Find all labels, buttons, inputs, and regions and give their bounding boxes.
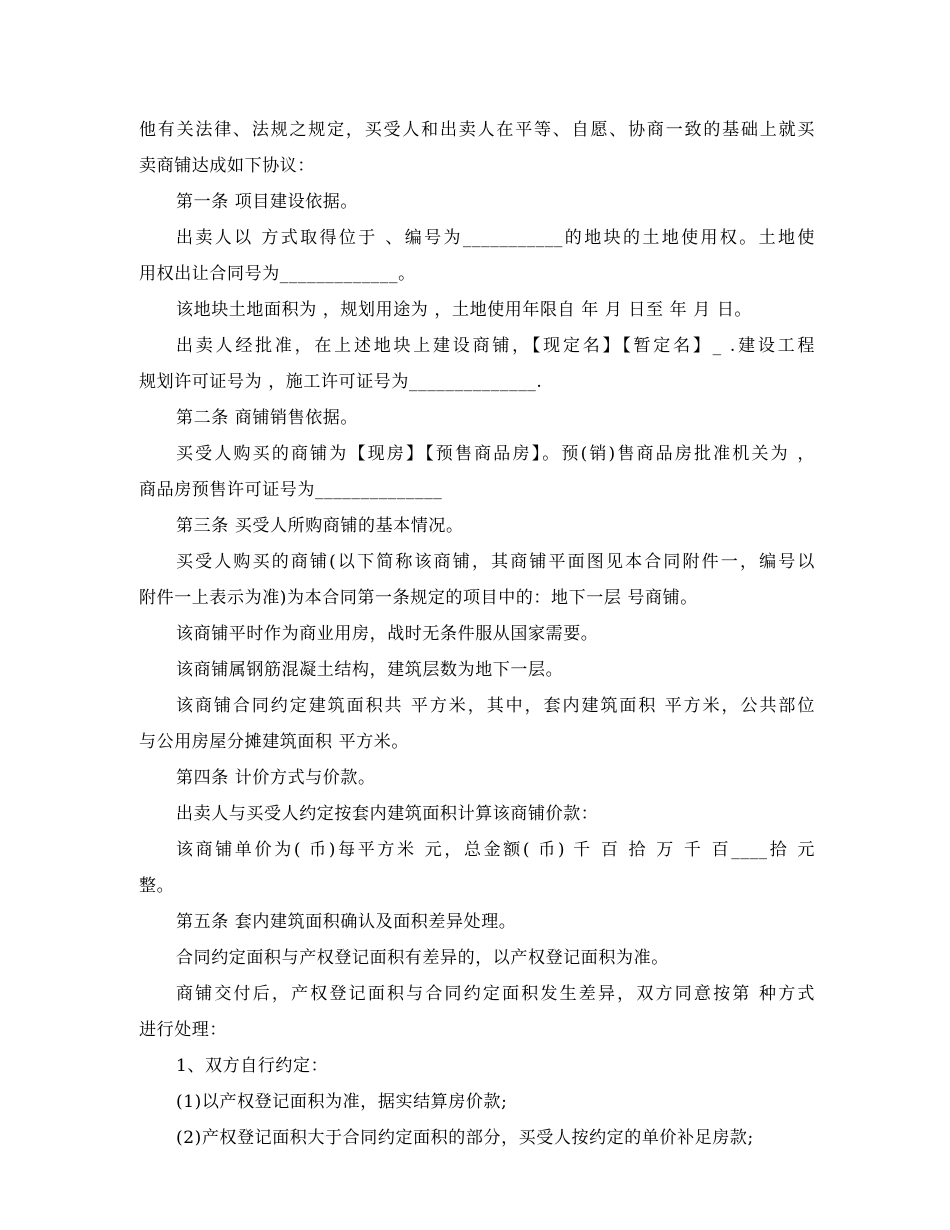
paragraph-line: 卖商铺达成如下协议：	[139, 156, 315, 176]
paragraph-line: 该商铺单价为( 币)每平方米 元，总金额( 币) 千 百 拾 万 千 百____拾 元	[176, 840, 815, 860]
list-item: (1)以产权登记面积为准，据实结算房价款;	[176, 1092, 508, 1112]
list-item: (2)产权登记面积大于合同约定面积的部分，买受人按约定的单价补足房款;	[176, 1128, 754, 1148]
paragraph-line: 买受人购买的商铺为【现房】【预售商品房】。预(销)售商品房批准机关为 ，	[176, 444, 815, 464]
paragraph-line: 买受人购买的商铺(以下简称该商铺，其商铺平面图见本合同附件一，编号以	[176, 552, 815, 572]
paragraph-line: 进行处理：	[139, 1020, 227, 1040]
article-heading: 第四条 计价方式与价款。	[176, 768, 376, 788]
article-heading: 第五条 套内建筑面积确认及面积差异处理。	[176, 912, 517, 932]
paragraph-line: 商品房预售许可证号为______________	[139, 480, 443, 500]
document-body	[139, 112, 815, 1156]
paragraph-line: 附件一上表示为准)为本合同第一条规定的项目中的：地下一层 号商铺。	[139, 588, 698, 608]
paragraph-line: 出卖人经批准，在上述地块上建设商铺，【现定名】【暂定名】_ .建设工程	[176, 336, 815, 356]
article-heading: 第二条 商铺销售依据。	[176, 408, 359, 428]
paragraph-line: 该地块土地面积为 ，规划用途为 ，土地使用年限自 年 月 日至 年 月 日。	[176, 300, 753, 320]
paragraph-line: 与公用房屋分摊建筑面积 平方米。	[139, 732, 410, 752]
paragraph-line: 合同约定面积与产权登记面积有差异的，以产权登记面积为准。	[176, 948, 669, 968]
paragraph-line: 规划许可证号为 ，施工许可证号为______________.	[139, 372, 543, 392]
paragraph-line: 商铺交付后，产权登记面积与合同约定面积发生差异，双方同意按第 种方式	[176, 984, 815, 1004]
article-heading: 第一条 项目建设依据。	[176, 192, 359, 212]
list-item: 1、双方自行约定：	[176, 1056, 329, 1076]
paragraph-line: 该商铺属钢筋混凝土结构，建筑层数为地下一层。	[176, 660, 564, 680]
paragraph-line: 出卖人与买受人约定按套内建筑面积计算该商铺价款：	[176, 804, 599, 824]
paragraph-line: 该商铺合同约定建筑面积共 平方米，其中，套内建筑面积 平方米，公共部位	[176, 696, 815, 716]
paragraph-line: 该商铺平时作为商业用房，战时无条件服从国家需要。	[176, 624, 599, 644]
paragraph-line: 出卖人以 方式取得位于 、编号为___________的地块的土地使用权。土地使	[176, 228, 815, 248]
article-heading: 第三条 买受人所购商铺的基本情况。	[176, 516, 464, 536]
paragraph-line: 他有关法律、法规之规定，买受人和出卖人在平等、自愿、协商一致的基础上就买	[139, 120, 815, 140]
paragraph-line: 用权出让合同号为_____________。	[139, 264, 416, 284]
paragraph-line: 整。	[139, 876, 175, 896]
